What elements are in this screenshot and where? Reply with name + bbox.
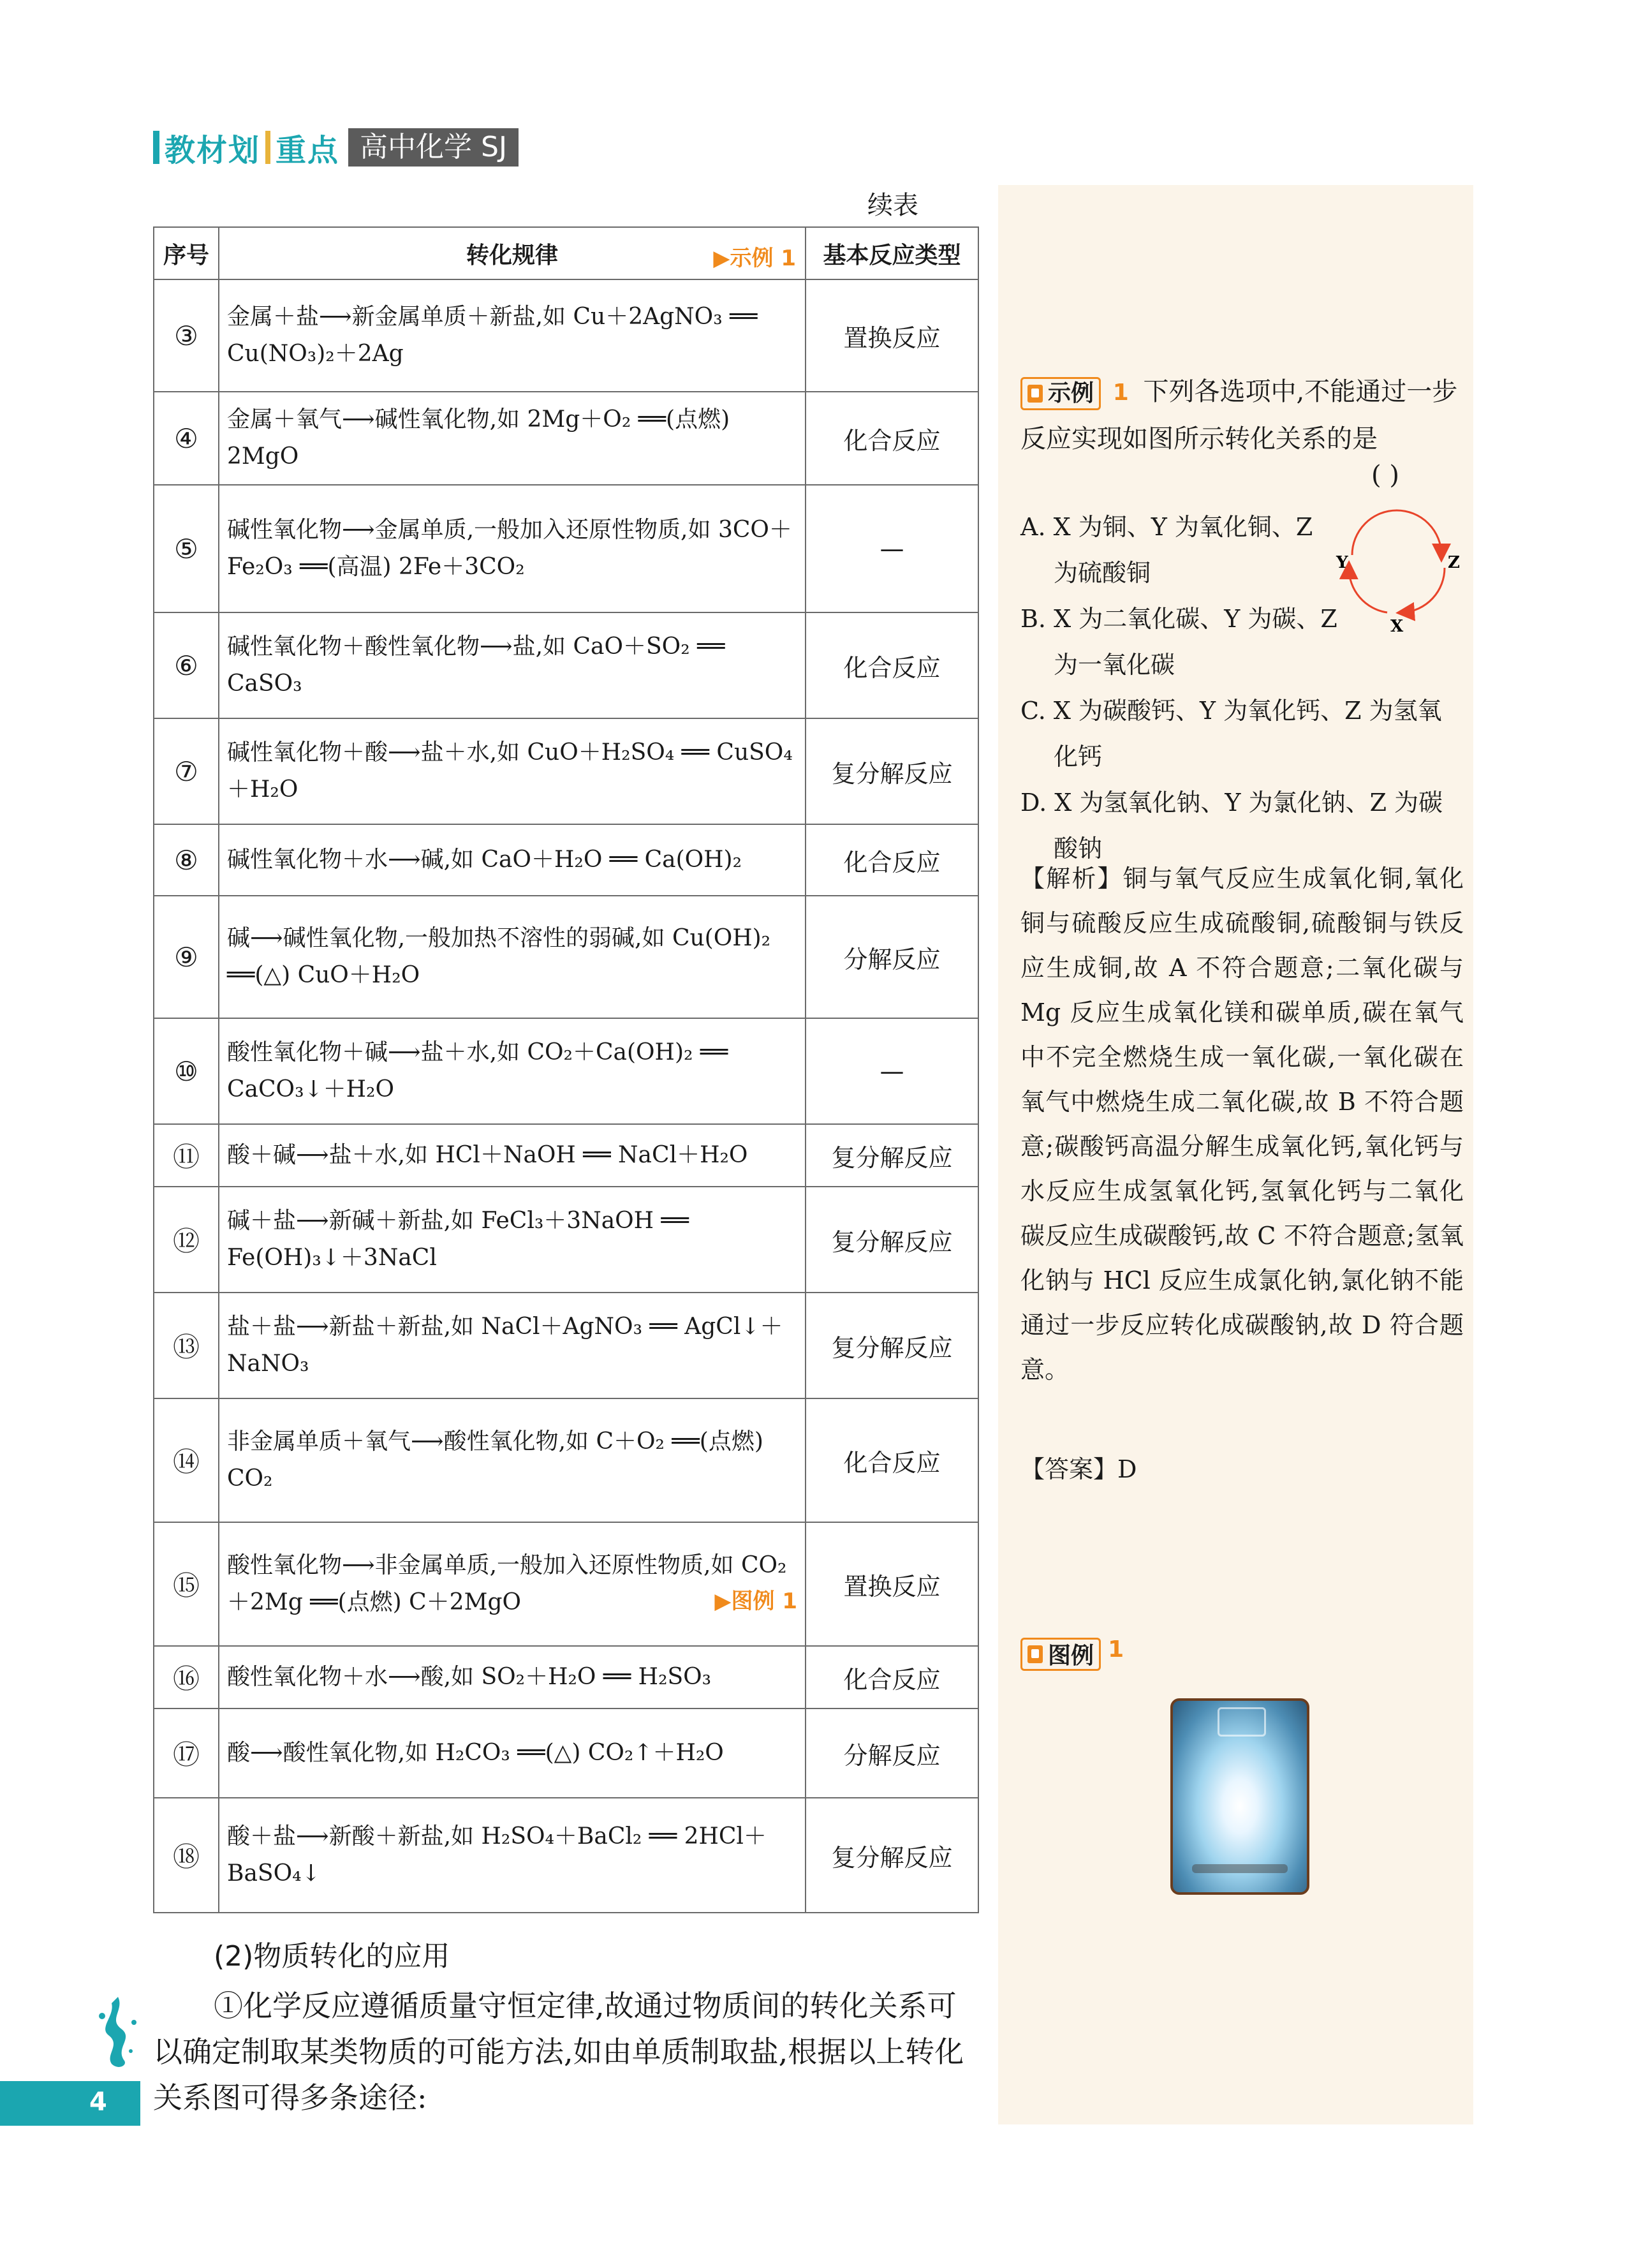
row-type: 置换反应 (806, 279, 978, 392)
row-number: ⑦ (154, 718, 219, 824)
arrow-x-to-y (1349, 568, 1387, 612)
row-type: 分解反应 (806, 896, 978, 1018)
cycle-diagram (1327, 504, 1467, 638)
option-line: 为硫酸铜 (1054, 559, 1151, 587)
row-number: ⑩ (154, 1018, 219, 1124)
row-rule: 非金属单质＋氧气⟶酸性氧化物,如 C＋O₂ ══(点燃) CO₂ (219, 1398, 806, 1522)
page-number-bar (0, 2081, 140, 2126)
figure-number: 1 (1108, 1636, 1124, 1663)
example-icon (1027, 385, 1043, 403)
arrow-y-to-z (1352, 510, 1441, 555)
row-type: 复分解反应 (806, 1293, 978, 1398)
option-b (1020, 596, 1337, 688)
conversion-table (153, 226, 979, 1913)
table-row (154, 718, 978, 824)
row-number: ⑮ (154, 1522, 219, 1646)
row-rule: 酸＋碱⟶盐＋水,如 HCl＋NaOH ══ NaCl＋H₂O (219, 1124, 806, 1187)
row-type: 分解反应 (806, 1708, 978, 1798)
row-rule: 碱⟶碱性氧化物,一般加热不溶性的弱碱,如 Cu(OH)₂ ══(△) CuO＋H₂O (219, 896, 806, 1018)
table-row (154, 1018, 978, 1124)
row-rule (219, 1522, 806, 1646)
ink-splash-icon (89, 1990, 147, 2073)
option-c (1020, 688, 1442, 780)
row-rule: 金属＋氧气⟶碱性氧化物,如 2Mg＋O₂ ══(点燃) 2MgO (219, 392, 806, 485)
table-row (154, 612, 978, 718)
row-number: ⑯ (154, 1646, 219, 1708)
row-rule: 碱性氧化物＋酸性氧化物⟶盐,如 CaO＋SO₂ ══ CaSO₃ (219, 612, 806, 718)
burning-jar-photo (1170, 1698, 1309, 1895)
option-line: C. X 为碳酸钙、Y 为氧化钙、Z 为氢氧 (1020, 697, 1442, 725)
table-row (154, 1398, 978, 1522)
table-row (154, 1293, 978, 1398)
row-number: ⑨ (154, 896, 219, 1018)
table-row (154, 1522, 978, 1646)
table-row (154, 1646, 978, 1708)
example-question (1020, 369, 1461, 462)
row-number: ③ (154, 279, 219, 392)
row-number: ⑪ (154, 1124, 219, 1187)
answer-text: 【答案】D (1020, 1455, 1137, 1483)
row-type: 复分解反应 (806, 1798, 978, 1913)
example-badge (1020, 377, 1101, 410)
row-number: ⑬ (154, 1293, 219, 1398)
jar-neck (1218, 1707, 1266, 1737)
row-rule: 碱＋盐⟶新碱＋新盐,如 FeCl₃＋3NaOH ══ Fe(OH)₃↓＋3NaCl (219, 1187, 806, 1293)
jar-residue (1192, 1864, 1288, 1873)
option-line: 酸钠 (1054, 834, 1103, 863)
row-number: ⑤ (154, 485, 219, 612)
row-type: 化合反应 (806, 612, 978, 718)
table-row (154, 1708, 978, 1798)
table-row (154, 392, 978, 485)
row-type: 化合反应 (806, 392, 978, 485)
header-index: 序号 (154, 227, 219, 279)
row-rule: 碱性氧化物⟶金属单质,一般加入还原性物质,如 3CO＋Fe₂O₃ ══(高温) 2Fe＋3CO₂ (219, 485, 806, 612)
row-number: ⑧ (154, 824, 219, 896)
node-z-label: Z (1448, 553, 1460, 572)
row-type: 复分解反应 (806, 1124, 978, 1187)
row-rule: 酸性氧化物＋碱⟶盐＋水,如 CO₂＋Ca(OH)₂ ══ CaCO₃↓＋H₂O (219, 1018, 806, 1124)
row-type: — (806, 485, 978, 612)
analysis-text: 【解析】铜与氧气反应生成氧化铜,氧化铜与硫酸反应生成硫酸铜,硫酸铜与铁反应生成铜,故 A 不符合题意;二氧化碳与 Mg 反应生成氧化镁和碳单质,碳在氧气中不完全燃烧生成一氧化碳,一氧化碳在氧气中燃烧生成二氧化碳,故 B 不符合题意;碳酸钙高温分解生成氧化钙,氧化钙与水反应生成氢氧化钙,氢氧化钙与二氧化碳反应生成碳酸钙,故 C 不符合题意;氢氧化钠与 HCl 反应生成氯化钠,氯化钠不能通过一步反应转化成碳酸钠,故 D 符合题意。 (1020, 864, 1464, 1384)
question-text: 下列各选项中,不能通过一步反应实现如图所示转化关系的是 (1020, 377, 1458, 454)
table-row (154, 279, 978, 392)
section-subheading: (2)物质转化的应用 (214, 1940, 450, 1973)
example-link[interactable]: ▶示例 1 (713, 246, 796, 271)
table-row (154, 824, 978, 896)
option-line: A. X 为铜、Y 为氧化铜、Z (1020, 513, 1313, 541)
header-type: 基本反应类型 (806, 227, 978, 279)
row-number: ⑰ (154, 1708, 219, 1798)
header-brand: 教材划 (165, 132, 261, 168)
row-type: 置换反应 (806, 1522, 978, 1646)
figure-badge (1020, 1638, 1101, 1671)
option-line: 化钙 (1054, 743, 1103, 771)
node-x-label: X (1390, 617, 1404, 636)
row-number: ⑥ (154, 612, 219, 718)
table-row (154, 485, 978, 612)
row-number: ⑭ (154, 1398, 219, 1522)
example-badge-label: 示例 (1048, 380, 1094, 406)
row-rule: 碱性氧化物＋酸⟶盐＋水,如 CuO＋H₂SO₄ ══ CuSO₄＋H₂O (219, 718, 806, 824)
example-number: 1 (1112, 380, 1129, 406)
header-bar (153, 131, 159, 164)
option-a (1020, 504, 1313, 596)
row-rule: 碱性氧化物＋水⟶碱,如 CaO＋H₂O ══ Ca(OH)₂ (219, 824, 806, 896)
header-separator (265, 131, 270, 164)
row-type: 化合反应 (806, 1398, 978, 1522)
arrow-z-to-x (1403, 568, 1445, 612)
header-subject: 高中化学 SJ (348, 128, 519, 167)
row-rule: 酸⟶酸性氧化物,如 H₂CO₃ ══(△) CO₂↑＋H₂O (219, 1708, 806, 1798)
row-number: ⑱ (154, 1798, 219, 1913)
node-y-label: Y (1336, 553, 1348, 572)
option-line: B. X 为二氧化碳、Y 为碳、Z (1020, 605, 1337, 633)
continued-label: 续表 (867, 191, 918, 220)
option-line: 为一氧化碳 (1054, 651, 1175, 679)
row-rule: 盐＋盐⟶新盐＋新盐,如 NaCl＋AgNO₃ ══ AgCl↓＋NaNO₃ (219, 1293, 806, 1398)
figure-label (1020, 1636, 1130, 1671)
table-row (154, 1124, 978, 1187)
row-type: 复分解反应 (806, 718, 978, 824)
option-line: D. X 为氢氧化钠、Y 为氯化钠、Z 为碳 (1020, 789, 1443, 817)
row-type: 化合反应 (806, 824, 978, 896)
table-header-row (154, 227, 978, 279)
page-number: 4 (89, 2087, 107, 2117)
row-number: ⑫ (154, 1187, 219, 1293)
row-rule: 酸性氧化物＋水⟶酸,如 SO₂＋H₂O ══ H₂SO₃ (219, 1646, 806, 1708)
header-brand-highlight: 重点 (276, 132, 340, 168)
row-type: 复分解反应 (806, 1187, 978, 1293)
figure-icon (1027, 1645, 1043, 1663)
figure-badge-label: 图例 (1048, 1643, 1094, 1669)
table-row (154, 1187, 978, 1293)
row-type: 化合反应 (806, 1646, 978, 1708)
table-row (154, 1798, 978, 1913)
page-header (153, 128, 519, 167)
body-paragraph: ①化学反应遵循质量守恒定律,故通过物质间的转化关系可以确定制取某类物质的可能方法,如由单质制取盐,根据以上转化关系图可得多条途径: (153, 1989, 964, 2115)
table-row (154, 896, 978, 1018)
row-rule-text: 酸性氧化物⟶非金属单质,一般加入还原性物质,如 CO₂＋2Mg ══(点燃) C＋2MgO (227, 1552, 787, 1615)
row-type: — (806, 1018, 978, 1124)
row-rule: 金属＋盐⟶新金属单质＋新盐,如 Cu＋2AgNO₃ ══ Cu(NO₃)₂＋2Ag (219, 279, 806, 392)
figure-link[interactable]: ▶图例 1 (714, 1589, 797, 1614)
answer-blank: ( ) (1371, 461, 1399, 490)
header-rule (219, 227, 806, 279)
row-rule: 酸＋盐⟶新酸＋新盐,如 H₂SO₄＋BaCl₂ ══ 2HCl＋BaSO₄↓ (219, 1798, 806, 1913)
row-number: ④ (154, 392, 219, 485)
header-rule-label: 转化规律 (466, 242, 558, 269)
